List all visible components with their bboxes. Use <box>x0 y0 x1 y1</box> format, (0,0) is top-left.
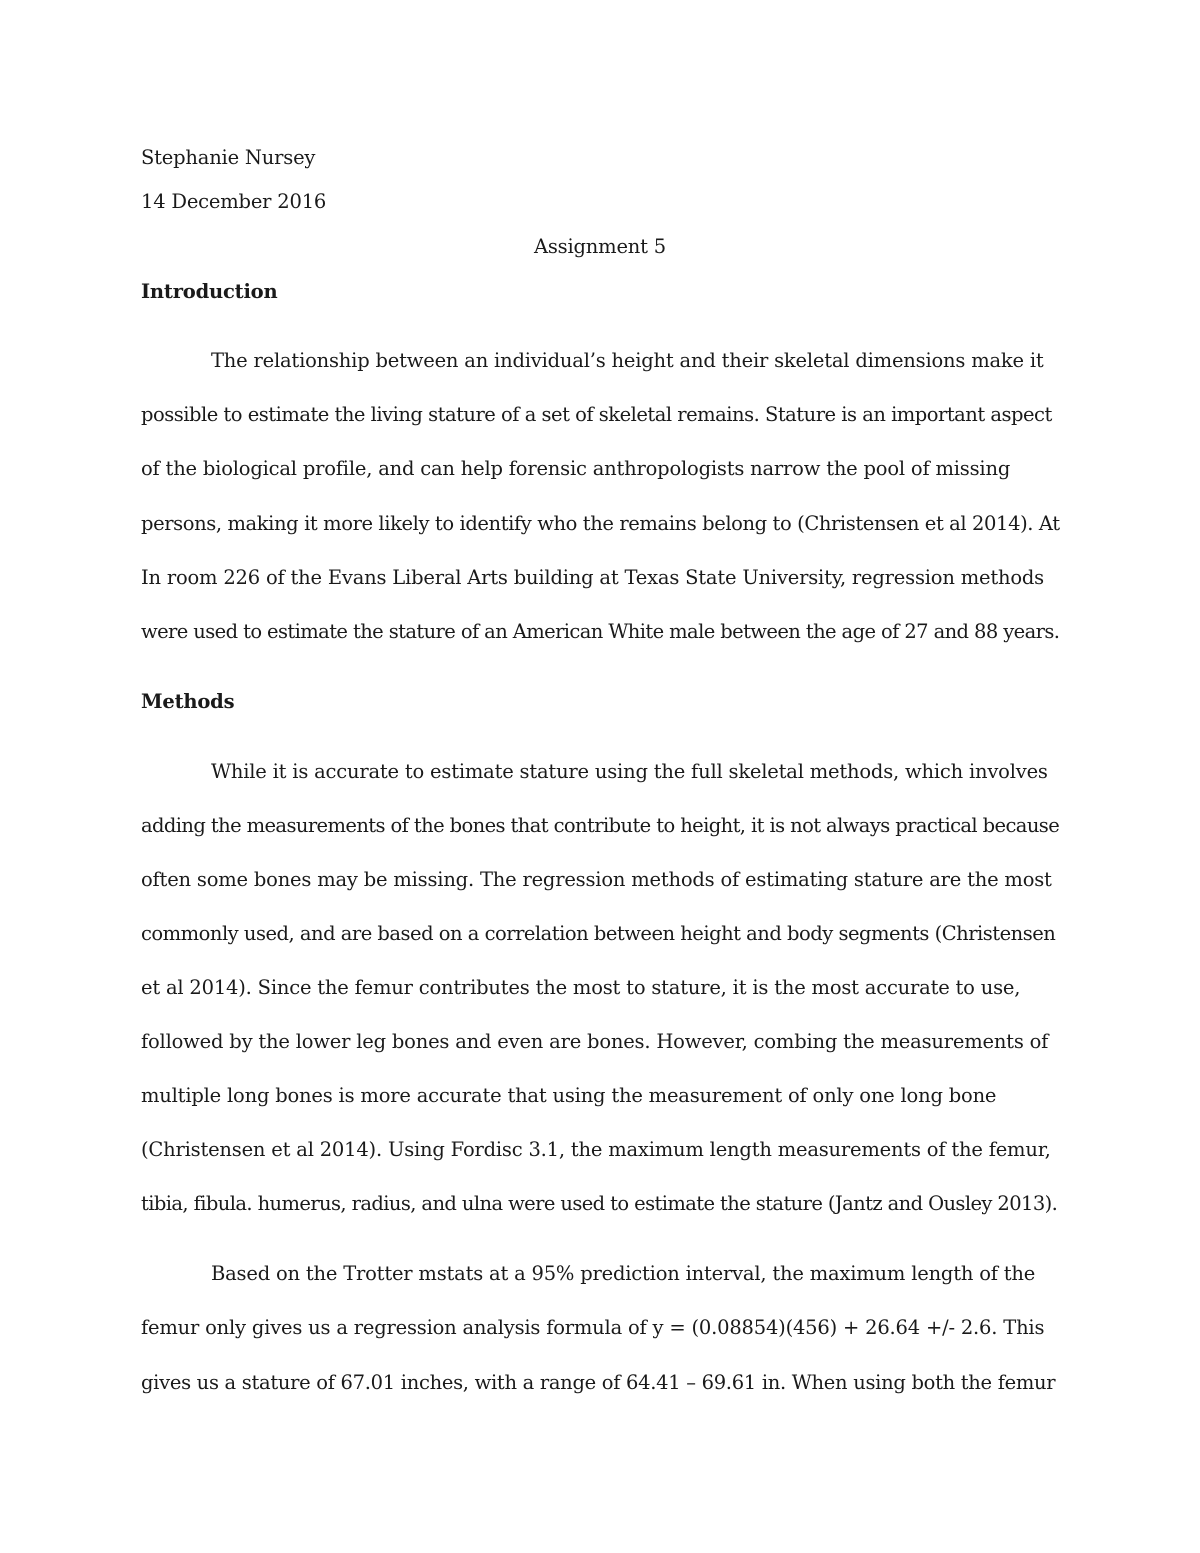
methods-heading: Methods <box>141 690 235 713</box>
intro-line-6: were used to estimate the stature of an American White male between the age of 27 and 88 years. <box>141 620 1060 643</box>
intro-line-2: possible to estimate the living stature of a set of skeletal remains. Stature is an important aspect <box>141 403 1052 426</box>
introduction-heading: Introduction <box>141 280 278 303</box>
document-date: 14 December 2016 <box>141 190 327 213</box>
author-name: Stephanie Nursey <box>141 146 316 169</box>
intro-line-1: The relationship between an individual’s height and their skeletal dimensions make it <box>211 349 1044 372</box>
methods-p2-line-3: gives us a stature of 67.01 inches, with a range of 64.41 – 69.61 in. When using both the femur <box>141 1371 1056 1394</box>
methods-p1-line-2: adding the measurements of the bones that contribute to height, it is not always practical because <box>141 814 1060 837</box>
methods-p2-line-1: Based on the Trotter mstats at a 95% prediction interval, the maximum length of the <box>211 1262 1036 1285</box>
methods-p1-line-1: While it is accurate to estimate stature using the full skeletal methods, which involves <box>211 760 1048 783</box>
methods-p1-line-5: et al 2014). Since the femur contributes the most to stature, it is the most accurate to use, <box>141 976 1021 999</box>
methods-p1-line-6: followed by the lower leg bones and even are bones. However, combing the measurements of <box>141 1030 1049 1053</box>
methods-p1-line-7: multiple long bones is more accurate that using the measurement of only one long bone <box>141 1084 997 1107</box>
methods-p1-line-4: commonly used, and are based on a correlation between height and body segments (Christensen <box>141 922 1056 945</box>
methods-p1-line-3: often some bones may be missing. The regression methods of estimating stature are the most <box>141 868 1052 891</box>
methods-p2-line-2: femur only gives us a regression analysis formula of y = (0.08854)(456) + 26.64 +/- 2.6. This <box>141 1316 1045 1339</box>
intro-line-4: persons, making it more likely to identify who the remains belong to (Christensen et al 2014). At <box>141 512 1060 535</box>
methods-p1-line-9: tibia, fibula. humerus, radius, and ulna were used to estimate the stature (Jantz and Ousley 2013). <box>141 1192 1058 1215</box>
methods-p1-line-8: (Christensen et al 2014). Using Fordisc 3.1, the maximum length measurements of the femur, <box>141 1138 1051 1161</box>
intro-line-5: In room 226 of the Evans Liberal Arts building at Texas State University, regression methods <box>141 566 1044 589</box>
intro-line-3: of the biological profile, and can help forensic anthropologists narrow the pool of missing <box>141 457 1011 480</box>
document-title: Assignment 5 <box>533 235 666 258</box>
